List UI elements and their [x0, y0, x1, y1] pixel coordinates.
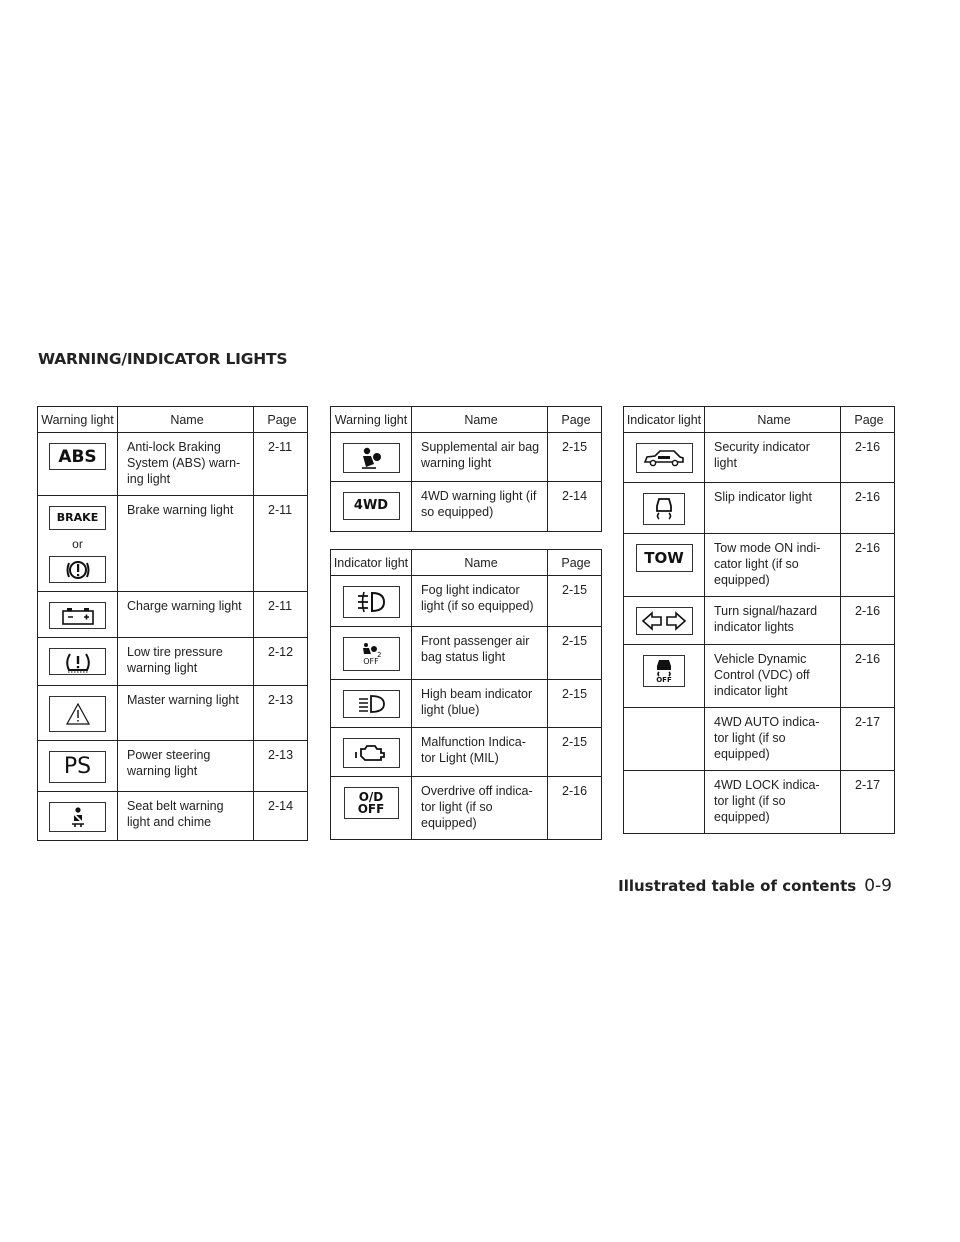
page-ref: 2-14 — [548, 482, 602, 532]
table-row — [331, 627, 602, 680]
master-warning-icon — [49, 696, 106, 732]
brake-icon: BRAKE — [49, 506, 106, 530]
light-name: Front passenger air bag status light — [412, 627, 548, 680]
page-ref: 2-16 — [841, 483, 895, 534]
power-steering-icon: PS — [49, 751, 106, 783]
column-header-indicator-light: Indicator light — [331, 550, 412, 576]
table-row — [331, 576, 602, 627]
4wd-icon: 4WD — [343, 492, 400, 520]
security-car-icon — [636, 443, 693, 473]
column-header-page: Page — [548, 407, 602, 433]
high-beam-icon — [343, 690, 400, 718]
light-name: Brake warning light — [118, 496, 254, 592]
fog-light-icon — [343, 586, 400, 618]
light-name: High beam indicator light (blue) — [412, 680, 548, 728]
indicator-lights-table-middle — [330, 549, 602, 840]
column-header-name: Name — [412, 407, 548, 433]
table-row — [624, 534, 895, 597]
brake-circle-icon — [49, 556, 106, 583]
light-name: Power steering warning light — [118, 741, 254, 792]
table-row — [624, 597, 895, 645]
empty-icon-cell — [624, 708, 705, 771]
light-name: Charge warning light — [118, 592, 254, 638]
page-ref: 2-15 — [548, 433, 602, 482]
table-row — [331, 482, 602, 532]
page-ref: 2-16 — [841, 597, 895, 645]
light-name: Seat belt warning light and chime — [118, 792, 254, 841]
tow-icon: TOW — [636, 544, 693, 572]
footer-label: Illustrated table of contents — [618, 877, 857, 895]
table-row — [38, 638, 308, 686]
table-row — [624, 433, 895, 483]
page-ref: 2-11 — [254, 496, 308, 592]
column-header-page: Page — [841, 407, 895, 433]
table-row — [38, 496, 308, 592]
column-header-warning-light: Warning light — [38, 407, 118, 433]
page-ref: 2-15 — [548, 728, 602, 777]
section-title: WARNING/INDICATOR LIGHTS — [38, 350, 288, 368]
page-number: 0-9 — [864, 876, 892, 896]
light-name: Anti-lock Braking System (ABS) warn- ing light — [118, 433, 254, 496]
light-name: Fog light indicator light (if so equipped) — [412, 576, 548, 627]
light-name: 4WD AUTO indica- tor light (if so equipped) — [705, 708, 841, 771]
column-header-page: Page — [548, 550, 602, 576]
turn-signal-icon — [636, 607, 693, 635]
tire-pressure-icon — [49, 648, 106, 675]
page-ref: 2-11 — [254, 433, 308, 496]
light-name: Tow mode ON indi- cator light (if so equipped) — [705, 534, 841, 597]
page-ref: 2-13 — [254, 741, 308, 792]
column-header-page: Page — [254, 407, 308, 433]
light-name: 4WD LOCK indica- tor light (if so equipped) — [705, 771, 841, 834]
table-row — [624, 645, 895, 708]
or-label: or — [72, 537, 83, 551]
table-row — [331, 728, 602, 777]
page-ref: 2-15 — [548, 680, 602, 728]
page-ref: 2-11 — [254, 592, 308, 638]
table-row — [38, 433, 308, 496]
column-header-warning-light: Warning light — [331, 407, 412, 433]
table-row — [38, 592, 308, 638]
page-ref: 2-17 — [841, 708, 895, 771]
empty-icon-cell — [624, 771, 705, 834]
light-name: 4WD warning light (if so equipped) — [412, 482, 548, 532]
table-row — [624, 708, 895, 771]
warning-lights-table-left — [37, 406, 308, 841]
light-name: Vehicle Dynamic Control (VDC) off indicator light — [705, 645, 841, 708]
light-name: Security indicator light — [705, 433, 841, 483]
column-header-name: Name — [705, 407, 841, 433]
light-name: Supplemental air bag warning light — [412, 433, 548, 482]
light-name: Malfunction Indica- tor Light (MIL) — [412, 728, 548, 777]
table-header-row — [331, 550, 602, 576]
off-label: OFF — [363, 657, 379, 666]
light-name: Master warning light — [118, 686, 254, 741]
engine-icon — [343, 738, 400, 768]
vdc-off-icon — [643, 655, 685, 687]
table-row — [331, 777, 602, 840]
table-header-row — [38, 407, 308, 433]
page-ref: 2-16 — [841, 433, 895, 483]
abs-icon: ABS — [49, 443, 106, 470]
warning-lights-table-middle — [330, 406, 602, 532]
page-ref: 2-15 — [548, 627, 602, 680]
table-row — [331, 680, 602, 728]
table-row — [624, 771, 895, 834]
slip-icon — [643, 493, 685, 525]
page-ref: 2-17 — [841, 771, 895, 834]
column-header-name: Name — [118, 407, 254, 433]
passenger-airbag-off-icon — [343, 637, 400, 671]
table-header-row — [624, 407, 895, 433]
light-name: Slip indicator light — [705, 483, 841, 534]
battery-icon — [49, 602, 106, 629]
table-row — [331, 433, 602, 482]
overdrive-off-icon: O/D OFF — [344, 787, 399, 819]
seat-belt-icon — [49, 802, 106, 832]
svg-text:2: 2 — [377, 651, 382, 658]
table-row — [38, 741, 308, 792]
off-label: OFF — [656, 675, 672, 684]
airbag-icon — [343, 443, 400, 473]
table-header-row — [331, 407, 602, 433]
column-header-indicator-light: Indicator light — [624, 407, 705, 433]
table-row — [624, 483, 895, 534]
page-ref: 2-16 — [841, 534, 895, 597]
page-ref: 2-16 — [841, 645, 895, 708]
page-ref: 2-12 — [254, 638, 308, 686]
page-ref: 2-16 — [548, 777, 602, 840]
page-ref: 2-15 — [548, 576, 602, 627]
table-row — [38, 792, 308, 841]
page-ref: 2-14 — [254, 792, 308, 841]
indicator-lights-table-right — [623, 406, 895, 834]
table-row — [38, 686, 308, 741]
page-ref: 2-13 — [254, 686, 308, 741]
page-footer — [618, 876, 892, 896]
light-name: Low tire pressure warning light — [118, 638, 254, 686]
light-name: Overdrive off indica- tor light (if so equipped) — [412, 777, 548, 840]
light-name: Turn signal/hazard indicator lights — [705, 597, 841, 645]
column-header-name: Name — [412, 550, 548, 576]
